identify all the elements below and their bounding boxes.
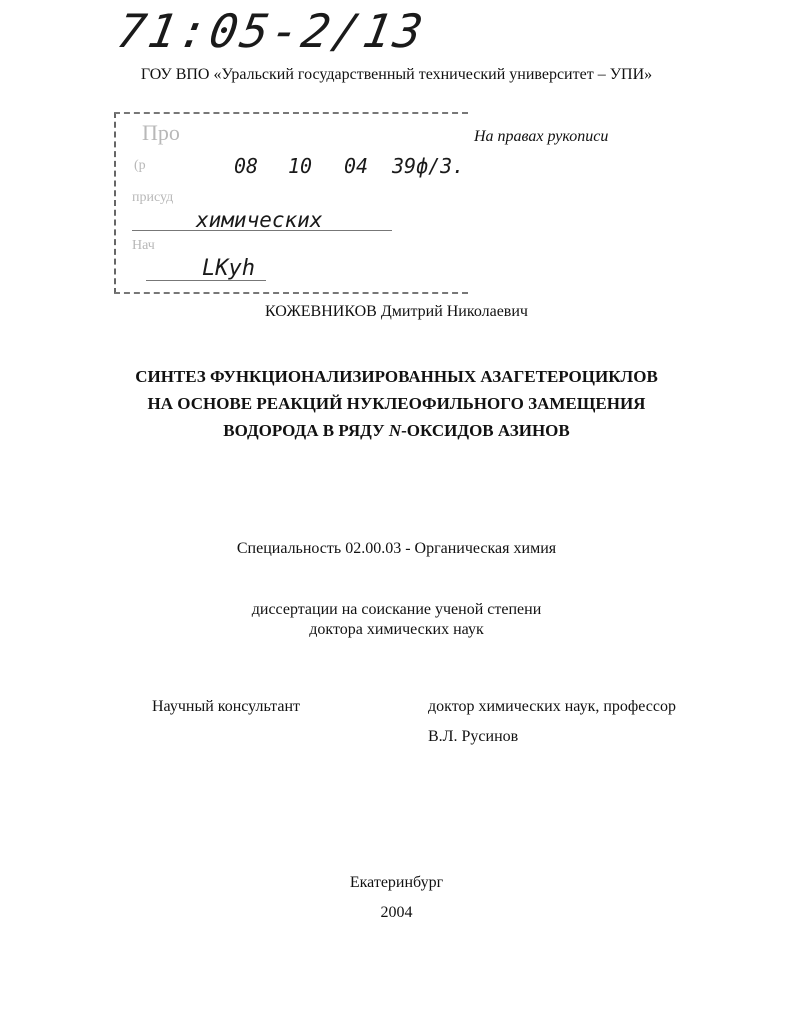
manuscript-rights-note: На правах рукописи (474, 128, 609, 145)
registration-stamp (114, 112, 468, 294)
city: Екатеринбург (349, 874, 444, 891)
stamp-reg-number: 39ф/3. (392, 154, 465, 178)
stamp-faint-text-3: присуд (132, 190, 174, 205)
specialty: Специальность 02.00.03 - Органическая химия (236, 540, 557, 557)
institution-name: ГОУ ВПО «Уральский государственный технический университет – УПИ» (140, 66, 653, 83)
advisor-degree: доктор химических наук, профессор (428, 698, 676, 715)
stamp-date-month: 10 (288, 154, 313, 178)
title-line-3-end: -ОКСИДОВ АЗИНОВ (401, 421, 570, 440)
stamp-faint-text-2: (р (134, 158, 146, 173)
title-line-1: СИНТЕЗ ФУНКЦИОНАЛИЗИРОВАННЫХ АЗАГЕТЕРОЦИКЛОВ (135, 367, 658, 386)
stamp-date-day: 08 (234, 154, 259, 178)
title-line-3-italic: N (388, 421, 402, 440)
title-line-2: НА ОСНОВЕ РЕАКЦИЙ НУКЛЕОФИЛЬНОГО ЗАМЕЩЕНИЯ (147, 394, 646, 413)
stamp-faint-text-1: Про (142, 120, 180, 145)
title-line-3-start: ВОДОРОДА В РЯДУ (223, 421, 389, 440)
advisor-name: В.Л. Русинов (428, 728, 519, 745)
advisor-label: Научный консультант (152, 698, 300, 715)
dissertation-line-1: диссертации на соискание ученой степени (251, 601, 542, 618)
dissertation-degree (0, 600, 793, 640)
year: 2004 (380, 904, 413, 921)
dissertation-line-2: доктора химических наук (309, 621, 484, 638)
catalog-number-handwritten: 71:05-2/13 (113, 4, 430, 58)
stamp-signature: LKyh (202, 256, 255, 281)
stamp-date-year: 04 (344, 154, 369, 178)
author-name: КОЖЕВНИКОВ Дмитрий Николаевич (265, 303, 528, 320)
stamp-field-handwritten: химических (196, 208, 323, 232)
dissertation-title (0, 363, 793, 444)
stamp-faint-text-4: Нач (132, 238, 155, 253)
title-line-3 (0, 417, 793, 444)
